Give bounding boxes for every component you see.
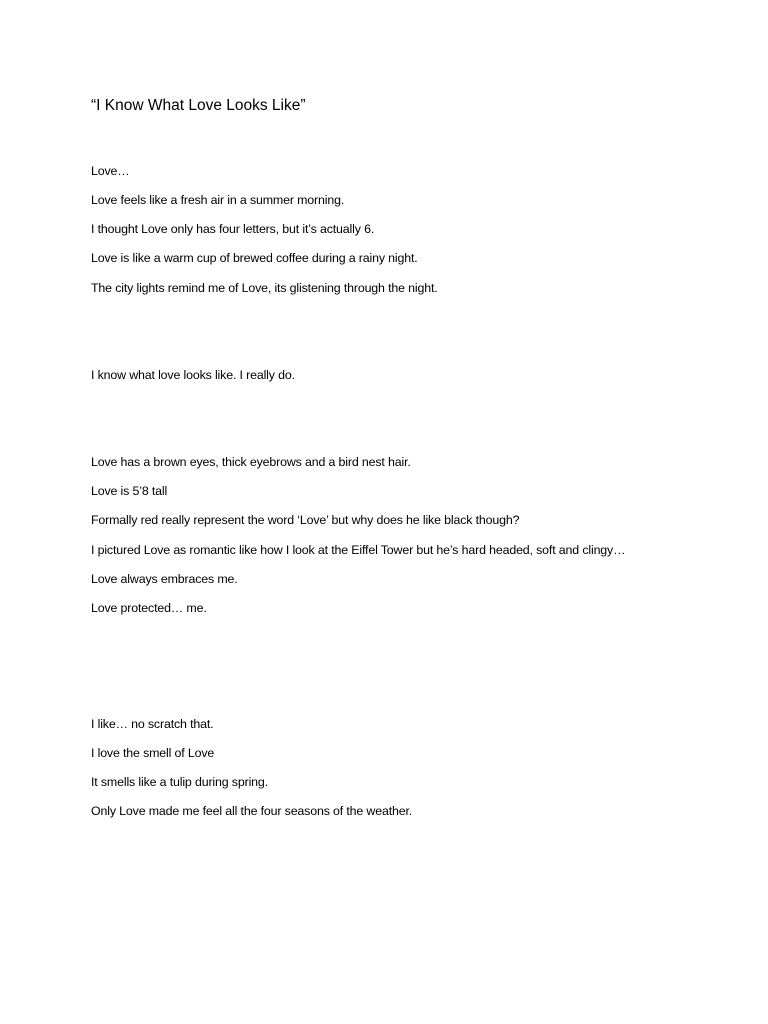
poem-line: Love always embraces me. bbox=[91, 572, 238, 586]
poem-line: Love is 5’8 tall bbox=[91, 484, 168, 498]
poem-line: Love is like a warm cup of brewed coffee during a rainy night. bbox=[91, 251, 418, 265]
poem-line: The city lights remind me of Love, its glistening through the night. bbox=[91, 281, 438, 295]
poem-line: I pictured Love as romantic like how I look at the Eiffel Tower but he’s hard headed, soft and clingy… bbox=[91, 543, 626, 557]
poem-line: Love protected… me. bbox=[91, 601, 207, 615]
poem-line: I love the smell of Love bbox=[91, 746, 215, 760]
poem-line: I thought Love only has four letters, but it’s actually 6. bbox=[91, 222, 375, 236]
poem-title: “I Know What Love Looks Like” bbox=[91, 97, 306, 114]
poem-line: I like… no scratch that. bbox=[91, 717, 214, 731]
poem-line: Only Love made me feel all the four seasons of the weather. bbox=[91, 804, 413, 818]
poem-line: I know what love looks like. I really do. bbox=[91, 368, 295, 382]
poem-line: Formally red really represent the word ‘Love’ but why does he like black though? bbox=[91, 513, 520, 527]
poem-line: Love… bbox=[91, 164, 130, 178]
poem-line: Love has a brown eyes, thick eyebrows and a bird nest hair. bbox=[91, 455, 411, 469]
poem-line: Love feels like a fresh air in a summer morning. bbox=[91, 193, 345, 207]
poem-line: It smells like a tulip during spring. bbox=[91, 775, 268, 789]
